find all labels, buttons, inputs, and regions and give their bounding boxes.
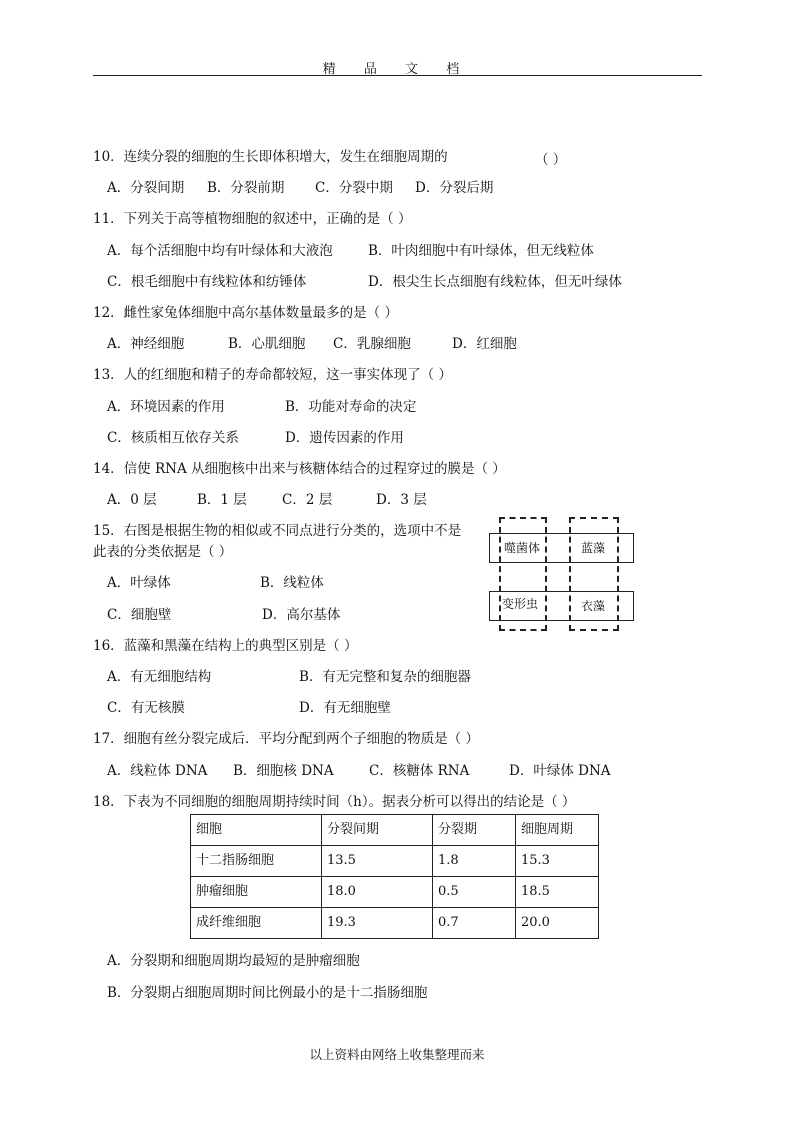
question-12-stem: 12．雌性家兔体细胞中高尔基体数量最多的是（ ）: [93, 305, 398, 321]
table-header-cell: 细胞: [191, 815, 322, 846]
question-14-stem: 14．信使 RNA 从细胞核中出来与核糖体结合的过程穿过的膜是（ ）: [93, 461, 506, 477]
table-cell-mitosis: 0.5: [433, 877, 516, 908]
question-14-option-c: C．2 层: [282, 492, 333, 508]
table-cell-interphase: 18.0: [322, 877, 433, 908]
table-header-cycle: 细胞周期: [516, 815, 599, 846]
question-10-option-a: A．分裂间期: [107, 180, 185, 196]
question-13-stem: 13．人的红细胞和精子的寿命都较短，这一事实体现了（ ）: [93, 367, 452, 383]
page-footer: 以上资料由网络上收集整理而来: [309, 1047, 485, 1062]
question-10-option-b: B．分裂前期: [207, 180, 285, 196]
question-14-option-a: A．0 层: [107, 492, 157, 508]
question-12-option-c: C．乳腺细胞: [333, 336, 411, 352]
question-10-answer-blank: （ ）: [535, 152, 567, 168]
table-cell-cycle: 18.5: [516, 877, 599, 908]
question-13-option-c: C．核质相互依存关系: [107, 430, 239, 446]
question-17-stem: 17．细胞有丝分裂完成后．平均分配到两个子细胞的物质是（ ）: [93, 731, 479, 747]
question-11-option-c: C．根毛细胞中有线粒体和纺锤体: [107, 274, 307, 290]
question-15-option-c: C．细胞壁: [107, 607, 172, 623]
table-cell-name: 十二指肠细胞: [191, 846, 322, 877]
table-row: [191, 877, 599, 908]
cell-cycle-table: [190, 814, 599, 939]
question-15-option-d: D．高尔基体: [262, 607, 341, 623]
table-header-interphase: 分裂间期: [322, 815, 433, 846]
question-15-option-a: A．叶绿体: [107, 575, 171, 591]
question-18-option-b: B．分裂期占细胞周期时间比例最小的是十二指肠细胞: [107, 985, 428, 1001]
question-10-option-d: D．分裂后期: [415, 180, 494, 196]
question-12-option-a: A．神经细胞: [107, 336, 185, 352]
question-12-option-b: B．心肌细胞: [228, 336, 306, 352]
table-cell-cycle: 15.3: [516, 846, 599, 877]
table-cell-name: 肿瘤细胞: [191, 877, 322, 908]
question-13-option-d: D．遗传因素的作用: [285, 430, 404, 446]
question-15-stem-line2: 此表的分类依据是（ ）: [93, 544, 233, 560]
page-header-title: 精 品 文 档: [322, 62, 472, 77]
diagram-label-bacteriophage: 噬菌体: [504, 541, 541, 555]
table-cell-mitosis: 0.7: [433, 908, 516, 939]
question-12-option-d: D．红细胞: [452, 336, 517, 352]
question-16-option-a: A．有无细胞结构: [107, 669, 212, 685]
question-16-option-d: D．有无细胞壁: [299, 700, 391, 716]
question-15-stem-line1: 15．右图是根据生物的相似或不同点进行分类的，选项中不是: [93, 523, 462, 539]
question-18-stem: 18．下表为不同细胞的细胞周期持续时间（h）。据表分析可以得出的结论是（ ）: [93, 794, 576, 810]
question-11-stem: 11．下列关于高等植物细胞的叙述中，正确的是（ ）: [93, 211, 412, 227]
table-cell-cycle: 20.0: [516, 908, 599, 939]
diagram-dashed-group-right: [569, 517, 619, 631]
question-13-option-b: B．功能对寿命的决定: [285, 399, 417, 415]
question-11-option-a: A．每个活细胞中均有叶绿体和大液泡: [107, 243, 333, 259]
diagram-label-amoeba: 变形虫: [502, 597, 539, 611]
table-cell-mitosis: 1.8: [433, 846, 516, 877]
diagram-label-chlamydomonas: 衣藻: [581, 599, 606, 613]
question-16-stem: 16．蓝藻和黑藻在结构上的典型区别是（ ）: [93, 638, 358, 654]
table-header-row: [191, 815, 599, 846]
header-divider: [93, 75, 702, 76]
classification-diagram: [489, 517, 635, 633]
question-10-option-c: C．分裂中期: [315, 180, 393, 196]
table-header-mitosis: 分裂期: [433, 815, 516, 846]
question-14-option-b: B．1 层: [197, 492, 247, 508]
table-cell-interphase: 19.3: [322, 908, 433, 939]
diagram-label-cyanobacteria: 蓝藻: [581, 541, 606, 555]
question-11-option-b: B．叶肉细胞中有叶绿体，但无线粒体: [368, 243, 594, 259]
question-15-option-b: B．线粒体: [260, 575, 324, 591]
question-11-option-d: D．根尖生长点细胞有线粒体，但无叶绿体: [368, 274, 622, 290]
table-row: [191, 846, 599, 877]
question-16-option-b: B．有无完整和复杂的细胞器: [299, 669, 471, 685]
question-16-option-c: C．有无核膜: [107, 700, 185, 716]
table-cell-interphase: 13.5: [322, 846, 433, 877]
table-row: [191, 908, 599, 939]
question-17-option-a: A．线粒体 DNA: [107, 763, 208, 779]
question-17-option-d: D．叶绿体 DNA: [509, 763, 611, 779]
question-17-option-c: C．核糖体 RNA: [369, 763, 470, 779]
question-17-option-b: B．细胞核 DNA: [233, 763, 334, 779]
question-13-option-a: A．环境因素的作用: [107, 399, 225, 415]
diagram-dashed-group-left: [499, 517, 547, 631]
question-10-stem: 10．连续分裂的细胞的生长即体积增大，发生在细胞周期的: [93, 149, 448, 165]
question-18-option-a: A．分裂期和细胞周期均最短的是肿瘤细胞: [107, 953, 360, 969]
question-14-option-d: D．3 层: [376, 492, 427, 508]
table-cell-name: 成纤维细胞: [191, 908, 322, 939]
